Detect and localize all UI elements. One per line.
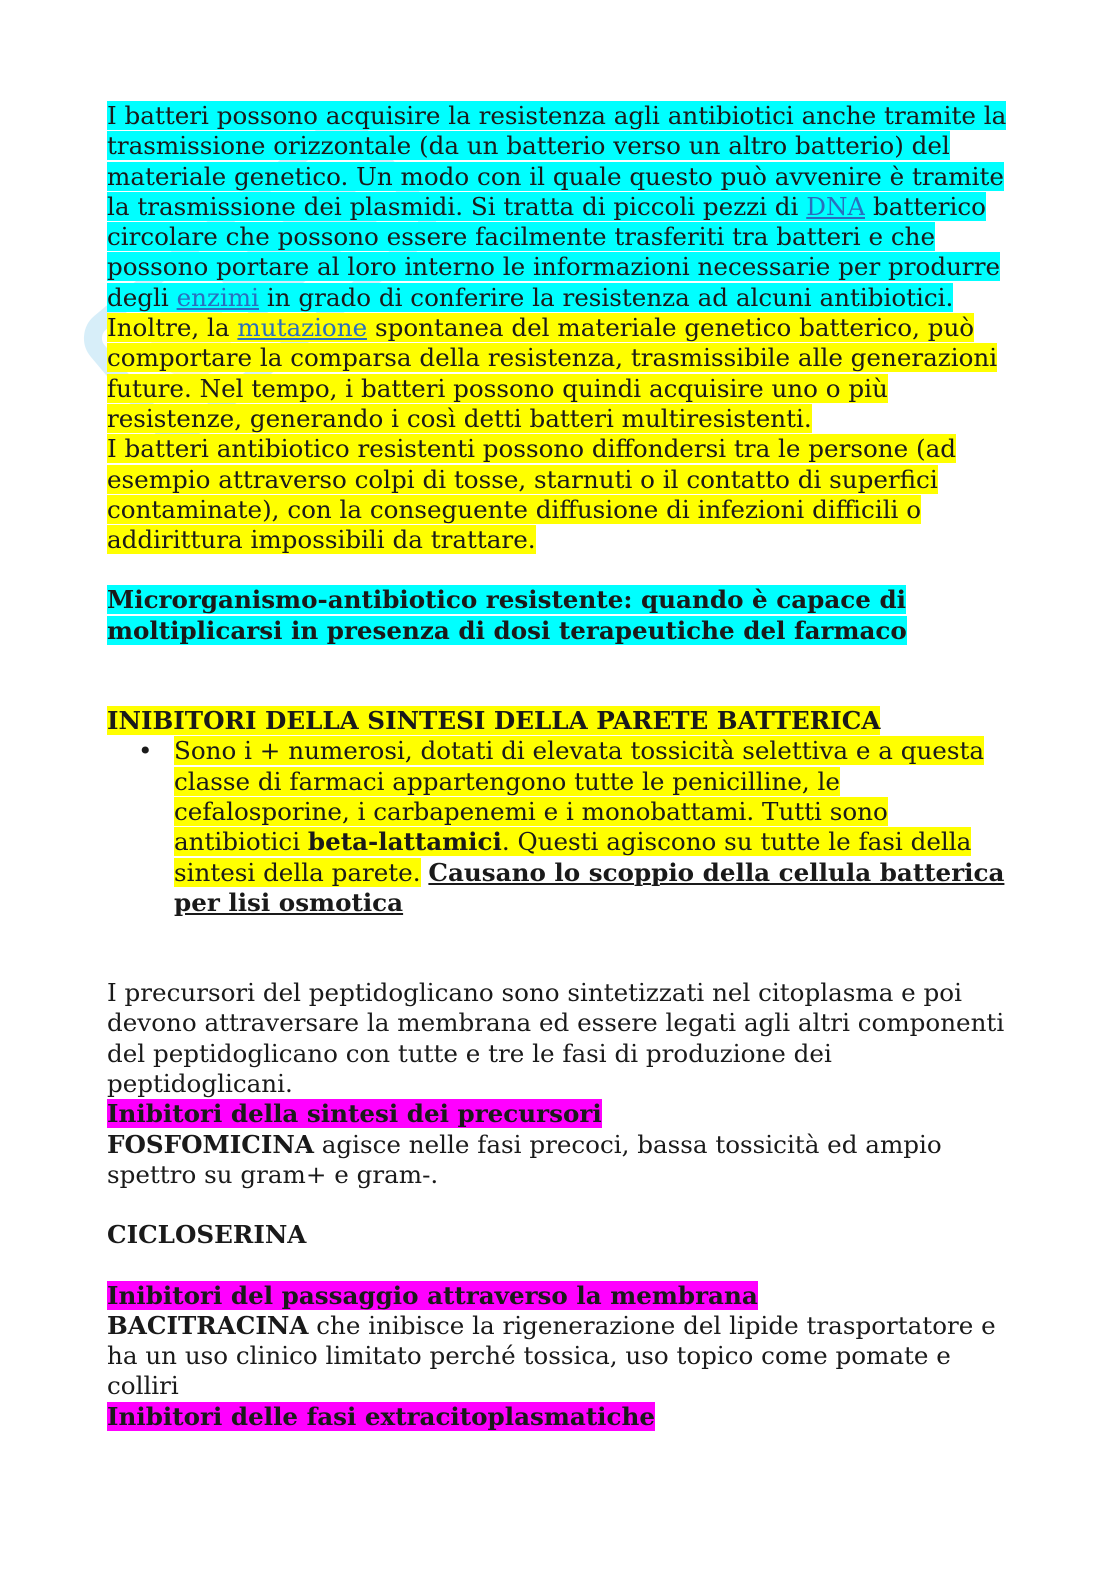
paragraph-precursors: I precursori del peptidoglicano sono sintetizzati nel citoplasma e poi devono attraversare la membrana ed essere legati agli altri componenti del peptidoglicano con tutte e tre le fasi di produzione dei peptidoglicani. (107, 978, 1005, 1099)
bullet-text: . Questi agiscono su tutte le fasi della sintesi della parete. (174, 827, 972, 887)
paragraph-text: agisce nelle fasi precoci, bassa tossicità ed ampio spettro su gram+ e gram-. (107, 1129, 942, 1189)
subheading-extracytoplasmic (107, 1402, 1007, 1432)
bullet-bold-text: beta-lattamici (307, 827, 502, 857)
link-enzimi[interactable]: enzimi (176, 282, 259, 312)
paragraph-text: Inoltre, la (107, 313, 238, 343)
bullet-text: Sono i + numerosi, dotati di elevata tossicità selettiva e a questa classe di farmaci appartengono tutte le penicilline, le cefalosporine, i carbapenemi e i monobattami. Tutti sono antibiotici (174, 736, 985, 857)
subheading-text: Inibitori del passaggio attraverso la membrana (107, 1280, 758, 1310)
paragraph-text: che inibisce la rigenerazione del lipide trasportatore e ha un uso clinico limitato perché tossica, uso topico come pomate e colliri (107, 1310, 996, 1401)
drug-name: FOSFOMICINA (107, 1129, 314, 1159)
document-body (107, 101, 1007, 1432)
drug-name: CICLOSERINA (107, 1220, 307, 1250)
bullet-icon: • (138, 736, 153, 766)
paragraph-text: spontanea del materiale genetico batterico, può comportare la comparsa della resistenza, trasmissibile alle generazioni future. Nel tempo, i batteri possono quindi acquisire uno o più resistenze, generando i così detti batteri multiresistenti. (107, 313, 998, 433)
paragraph-mutation (107, 313, 1007, 434)
section-heading-text: INIBITORI DELLA SINTESI DELLA PARETE BATTERICA (107, 706, 881, 736)
paragraph-text: in grado di conferire la resistenza ad alcuni antibiotici. (259, 282, 954, 312)
subheading-membrane (107, 1281, 1007, 1311)
definition-bold: Microrganismo-antibiotico resistente: quando è capace di moltiplicarsi in presenza di dosi terapeutiche del farmaco (107, 585, 907, 645)
definition-text (107, 585, 1007, 646)
paragraph-spread (107, 434, 1007, 555)
drug-name: BACITRACINA (107, 1310, 309, 1340)
subheading-precursors (107, 1099, 1007, 1129)
paragraph-fosfomicina (107, 1130, 1007, 1191)
cicloserina-heading (107, 1220, 1007, 1250)
link-mutazione[interactable]: mutazione (237, 313, 368, 343)
bullet-underlined-text: Causano lo scoppio della cellula batterica per lisi osmotica (174, 857, 1005, 917)
paragraph-horizontal-transfer (107, 101, 1007, 313)
list-item (138, 736, 1007, 918)
paragraph-text: I batteri possono acquisire la resistenza agli antibiotici anche tramite la trasmissione orizzontale (da un batterio verso un altro batterio) del materiale genetico. Un modo con il quale questo può avvenire è tramite la trasmissione dei plasmidi. Si tratta di piccoli pezzi di (107, 101, 1007, 221)
paragraph-bacitracina (107, 1311, 1007, 1402)
link-dna[interactable]: DNA (806, 191, 866, 221)
paragraph-text: batterico circolare che possono essere facilmente trasferiti tra batteri e che possono portare al loro interno le informazioni necessarie per produrre degli (107, 191, 1001, 312)
subheading-text: Inibitori della sintesi dei precursori (107, 1099, 602, 1129)
bullet-list (107, 736, 1007, 918)
paragraph-text: I batteri antibiotico resistenti possono diffondersi tra le persone (ad esempio attraverso colpi di tosse, starnuti o il contatto di superfici contaminate), con la conseguente diffusione di infezioni difficili o addirittura impossibili da trattare. (107, 434, 956, 555)
subheading-text: Inibitori delle fasi extracitoplasmatiche (107, 1401, 656, 1431)
section-heading-cell-wall (107, 706, 1007, 736)
